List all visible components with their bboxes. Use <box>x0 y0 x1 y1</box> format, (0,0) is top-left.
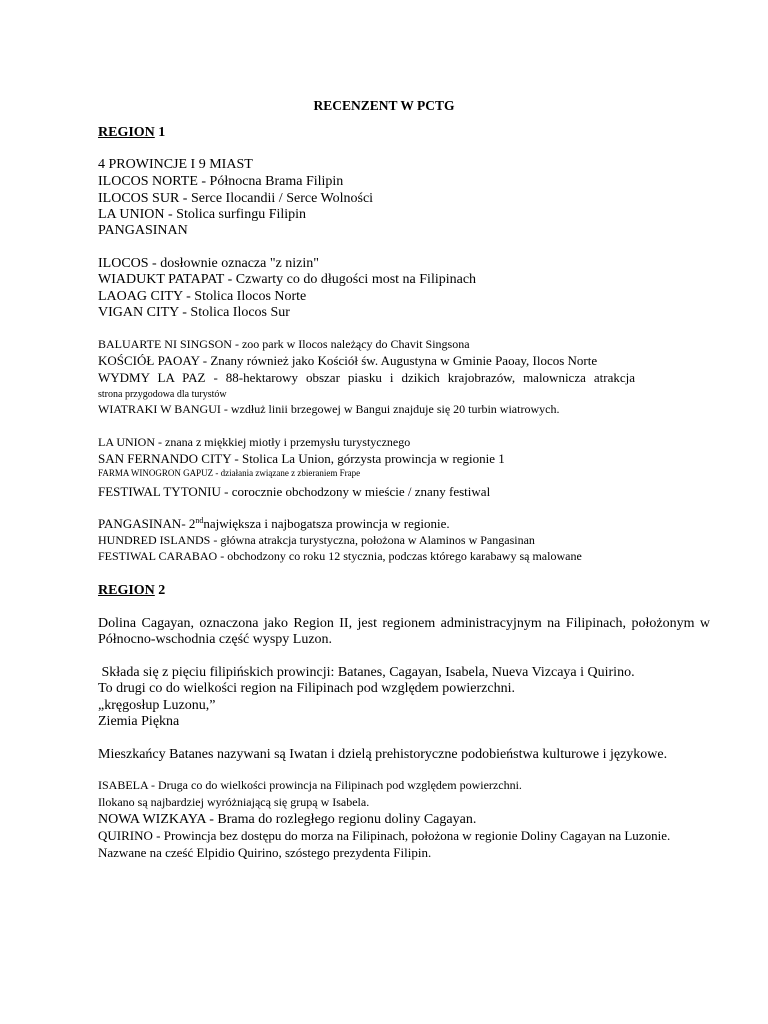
region-2-heading-number: 2 <box>158 583 166 598</box>
text-line: KOŚCIÓŁ PAOAY - Znany również jako Kościół św. Augustyna w Gminie Paoay, Ilocos Norte <box>98 353 598 368</box>
text-line: 4 PROWINCJE I 9 MIAST <box>98 157 253 172</box>
text-line: strona przygodowa dla turystów <box>98 389 227 400</box>
text-line: Ilokano są najbardziej wyróżniającą się grupą w Isabela. <box>98 795 370 809</box>
text-line: VIGAN CITY - Stolica Ilocos Sur <box>98 305 290 320</box>
text-segment: PANGASINAN- 2 <box>98 516 196 531</box>
text-line: HUNDRED ISLANDS - główna atrakcja turystyczna, położona w Alaminos w Pangasinan <box>98 533 535 547</box>
region-1-heading <box>98 125 165 140</box>
text-line: WIADUKT PATAPAT - Czwarty co do długości most na Filipinach <box>98 272 477 287</box>
text-segment: największa i najbogatsza prowincja w regionie. <box>203 516 450 531</box>
text-line: Nazwane na cześć Elpidio Quirino, szóstego prezydenta Filipin. <box>98 845 432 860</box>
text-line: Ziemia Piękna <box>98 714 180 729</box>
text-line: FESTIWAL TYTONIU - corocznie obchodzony w mieście / znany festiwal <box>98 484 491 499</box>
region-1-heading-number: 1 <box>158 125 166 140</box>
text-line: Dolina Cagayan, oznaczona jako Region II, jest regionem administracyjnym na Filipinach, położonym w <box>98 616 710 631</box>
text-line: ILOCOS - dosłownie oznacza "z nizin" <box>98 256 319 271</box>
region-1-heading-word: REGION <box>98 125 155 140</box>
text-line: Mieszkańcy Batanes nazywani są Iwatan i dzielą prehistoryczne podobieństwa kulturowe i językowe. <box>98 747 668 762</box>
text-line: ILOCOS NORTE - Północna Brama Filipin <box>98 174 344 189</box>
region-2-heading <box>98 583 165 598</box>
text-line: „kręgosłup Luzonu,” <box>98 698 216 713</box>
text-line: LA UNION - Stolica surfingu Filipin <box>98 207 307 222</box>
text-line: Północno-wschodnia część wyspy Luzon. <box>98 632 333 647</box>
text-line: FARMA WINOGRON GAPUZ - działania związane z zbieraniem Frape <box>98 468 361 478</box>
text-line: FESTIWAL CARABAO - obchodzony co roku 12 stycznia, podczas którego karabawy są malowane <box>98 549 582 563</box>
text-line: SAN FERNANDO CITY - Stolica La Union, górzysta prowincja w regionie 1 <box>98 451 505 466</box>
document-title: RECENZENT W PCTG <box>313 98 455 113</box>
text-line: PANGASINAN <box>98 223 188 238</box>
text-line: ISABELA - Druga co do wielkości prowincja na Filipinach pod względem powierzchni. <box>98 778 522 792</box>
text-line: To drugi co do wielkości region na Filipinach pod względem powierzchni. <box>98 681 515 696</box>
text-line: BALUARTE NI SINGSON - zoo park w Ilocos należący do Chavit Singsona <box>98 337 470 351</box>
text-line: WYDMY LA PAZ - 88-hektarowy obszar piasku i dzikich krajobrazów, malownicza atrakcja <box>98 370 635 385</box>
text-line: NOWA WIZKAYA - Brama do rozległego regionu doliny Cagayan. <box>98 812 477 827</box>
text-line: ILOCOS SUR - Serce Ilocandii / Serce Wolności <box>98 191 374 206</box>
text-line: LA UNION - znana z miękkiej miotły i przemysłu turystycznego <box>98 435 411 449</box>
region-2-heading-word: REGION <box>98 583 155 598</box>
text-line: LAOAG CITY - Stolica Ilocos Norte <box>98 289 307 304</box>
text-line: WIATRAKI W BANGUI - wzdłuż linii brzegowej w Bangui znajduje się 20 turbin wiatrowych. <box>98 402 560 416</box>
text-line: QUIRINO - Prowincja bez dostępu do morza na Filipinach, położona w regionie Doliny Cagayan na Luzonie. <box>98 828 671 843</box>
text-line: Składa się z pięciu filipińskich prowincji: Batanes, Cagayan, Isabela, Nueva Vizcaya i Quirino. <box>98 665 635 680</box>
superscript: nd <box>195 516 204 525</box>
text-line <box>98 517 450 531</box>
